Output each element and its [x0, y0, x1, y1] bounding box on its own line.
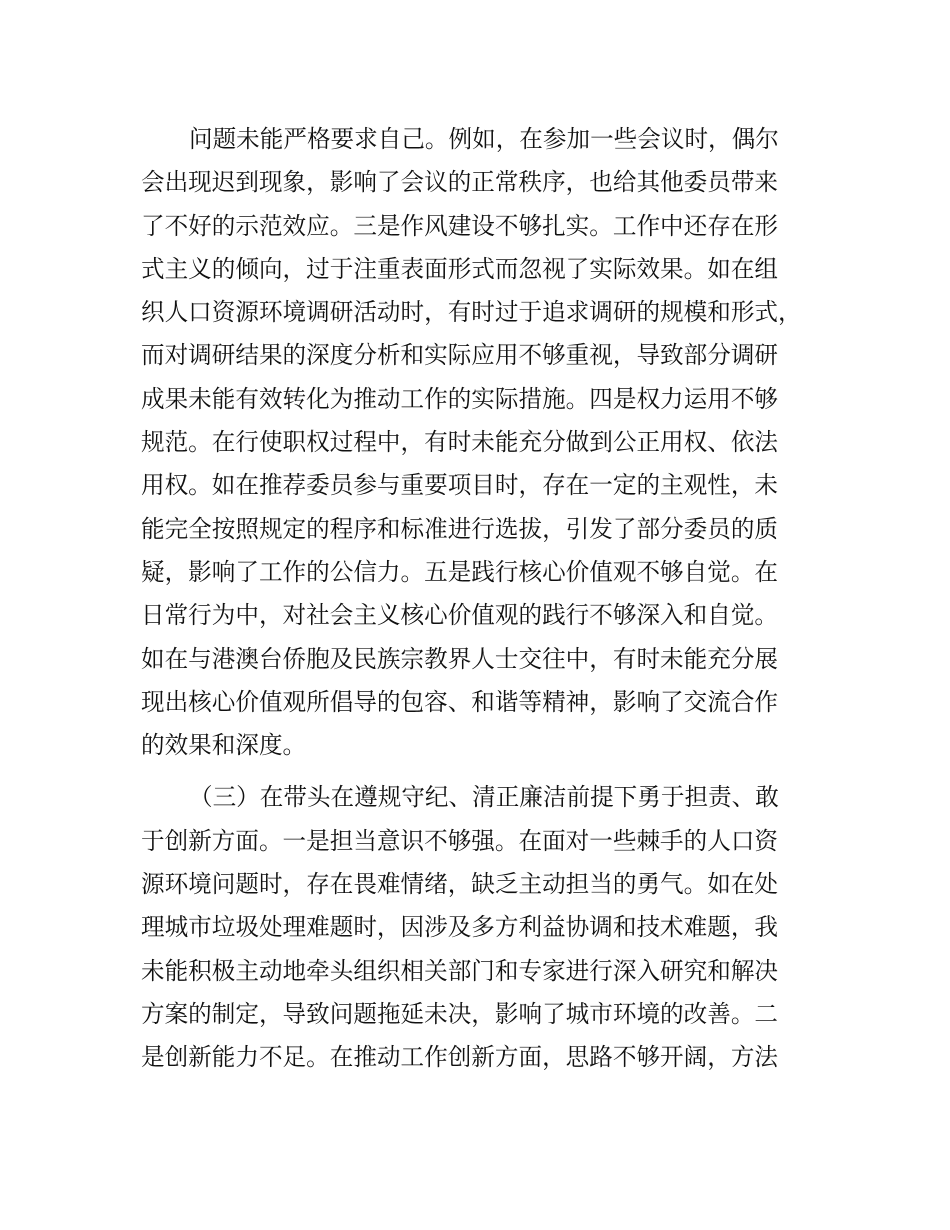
- paragraph-spacer: [141, 767, 831, 776]
- paragraph-line: 于创新方面。一是担当意识不够强。在面对一些棘手的人口资: [141, 826, 779, 855]
- paragraph-line: 而对调研结果的深度分析和实际应用不够重视，导致部分调研: [141, 341, 779, 370]
- paragraph-line: 未能积极主动地牵头组织相关部门和专家进行深入研究和解决: [141, 956, 779, 985]
- paragraph-line: 源环境问题时，存在畏难情绪，缺乏主动担当的勇气。如在处: [141, 870, 779, 899]
- paragraph-line: 理城市垃圾处理难题时，因涉及多方利益协调和技术难题，我: [141, 913, 779, 942]
- paragraph-line: 会出现迟到现象，影响了会议的正常秩序，也给其他委员带来: [141, 168, 779, 197]
- paragraph-line: 了不好的示范效应。三是作风建设不够扎实。工作中还存在形: [141, 211, 779, 240]
- paragraph-line: 疑，影响了工作的公信力。五是践行核心价值观不够自觉。在: [141, 557, 779, 586]
- paragraph-line: 日常行为中，对社会主义核心价值观的践行不够深入和自觉。: [141, 601, 779, 630]
- paragraph-line: 是创新能力不足。在推动工作创新方面，思路不够开阔，方法: [141, 1043, 779, 1072]
- paragraph-line: 式主义的倾向，过于注重表面形式而忽视了实际效果。如在组: [141, 254, 779, 283]
- paragraph: [141, 776, 831, 1079]
- paragraph-line: 规范。在行使职权过程中，有时未能充分做到公正用权、依法: [141, 428, 779, 457]
- paragraph: [141, 118, 831, 767]
- paragraph-line: 织人口资源环境调研活动时，有时过于追求调研的规模和形式，: [141, 298, 802, 327]
- paragraph-line: 方案的制定，导致问题拖延未决，影响了城市环境的改善。二: [141, 999, 779, 1028]
- paragraph-line: （三）在带头在遵规守纪、清正廉洁前提下勇于担责、敢: [189, 783, 779, 812]
- paragraph-line: 现出核心价值观所倡导的包容、和谐等精神，影响了交流合作: [141, 687, 779, 716]
- paragraph-line: 成果未能有效转化为推动工作的实际措施。四是权力运用不够: [141, 384, 779, 413]
- document-body: [141, 118, 831, 1080]
- paragraph-line: 如在与港澳台侨胞及民族宗教界人士交往中，有时未能充分展: [141, 644, 779, 673]
- paragraph-line: 的效果和深度。: [141, 731, 307, 760]
- paragraph-line: 能完全按照规定的程序和标准进行选拔，引发了部分委员的质: [141, 514, 779, 543]
- paragraph-line: 用权。如在推荐委员参与重要项目时，存在一定的主观性，未: [141, 471, 779, 500]
- paragraph-line: 问题未能严格要求自己。例如，在参加一些会议时，偶尔: [189, 125, 779, 153]
